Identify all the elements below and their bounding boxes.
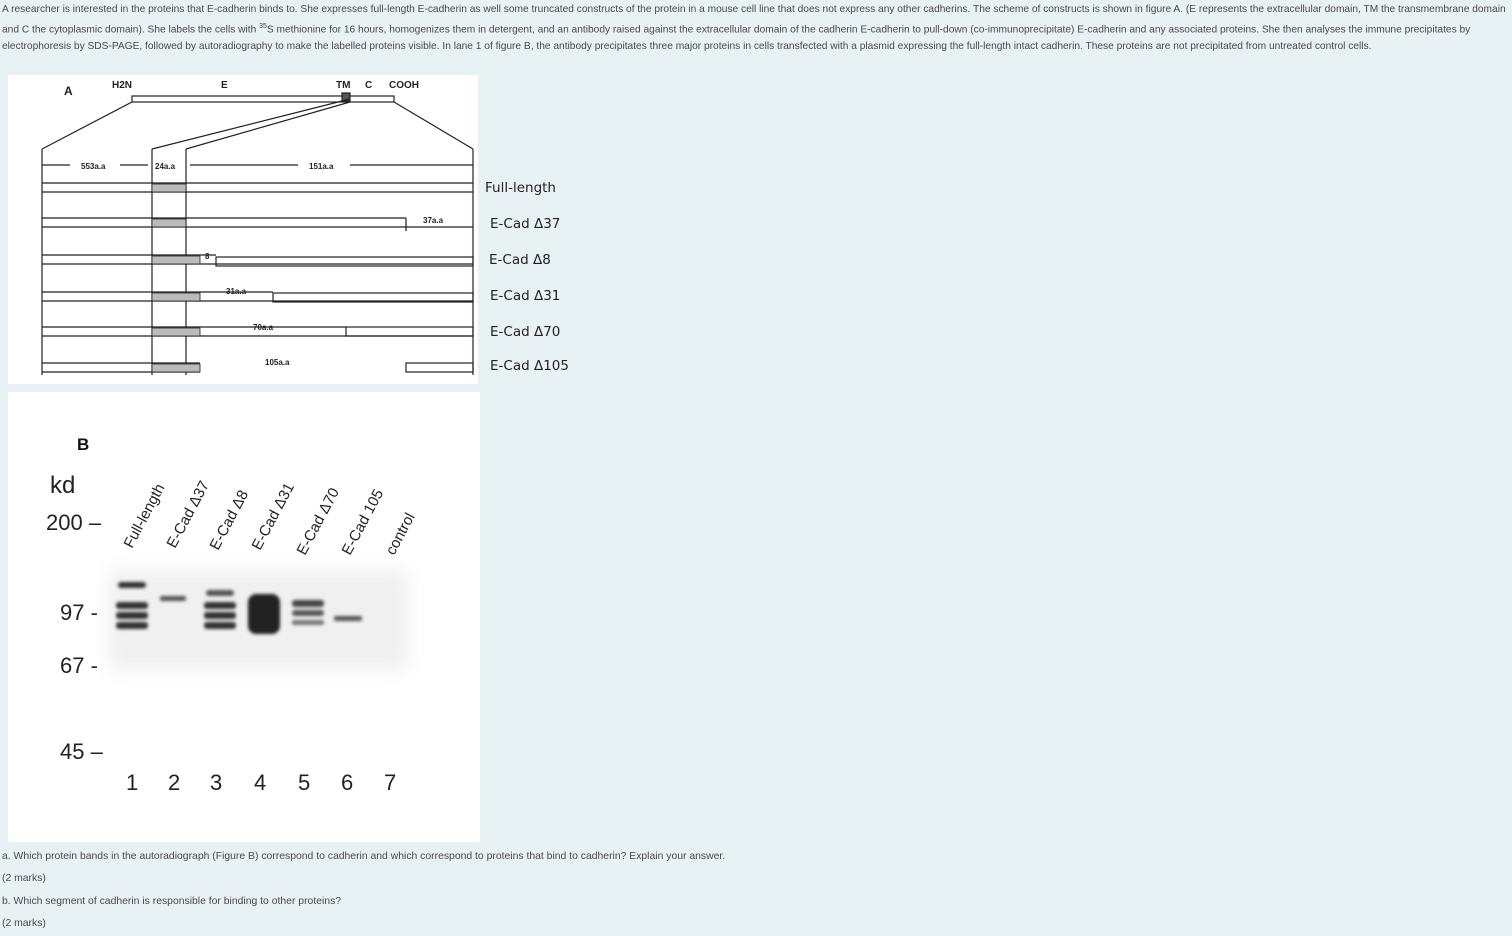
marker-45: 45 – xyxy=(60,739,103,764)
transmembrane-label: TM xyxy=(336,80,351,91)
lane-number-2: 2 xyxy=(168,770,181,795)
lane-number-5: 5 xyxy=(298,770,311,795)
kd-unit-label: kd xyxy=(50,472,76,499)
lane-label-delta37: E-Cad Δ37 xyxy=(163,478,213,551)
lane-number-3: 3 xyxy=(210,770,223,795)
gel-image xyxy=(8,392,480,842)
lane-label-delta8: E-Cad Δ8 xyxy=(206,487,253,553)
lane-label-control: control xyxy=(382,510,419,558)
band-lane1-top xyxy=(118,582,146,588)
c-terminus-label: COOH xyxy=(389,80,419,91)
lane-label-delta70: E-Cad Δ70 xyxy=(293,485,343,558)
band-lane2 xyxy=(160,596,186,601)
band-lane3-low xyxy=(204,622,236,629)
lane-number-6: 6 xyxy=(341,770,354,795)
n-terminus-label: H2N xyxy=(112,80,133,91)
figure-b-autoradiograph xyxy=(8,392,480,842)
figure-a-letter: A xyxy=(64,84,73,98)
construct-label-delta37: E-Cad Δ37 xyxy=(490,216,561,232)
construct-rows xyxy=(42,183,473,372)
deletion-105-label: 105a.a xyxy=(265,358,290,367)
extracellular-label: E xyxy=(221,80,228,91)
intro-paragraph xyxy=(2,2,1508,56)
band-lane1-mid1 xyxy=(116,602,148,609)
deletion-31-label: 31a.a xyxy=(226,287,247,296)
marker-67: 67 - xyxy=(60,653,98,678)
lane-number-7: 7 xyxy=(384,770,397,795)
lane-label-delta105: E-Cad 105 xyxy=(338,486,388,558)
intro-text: A researcher is interested in the proteins that E-cadherin binds to. She expresses full-length E-cadherin as well some truncated constructs of the protein in a mouse cell line that does not express any other cadherins. The scheme of constructs is shown in figure A. (E represents the extracellular domain, TM the transmembrane domain and C the cytoplasmic domain). She labels the cells with xyxy=(2,4,1506,36)
deletion-37-label: 37a.a xyxy=(423,216,444,225)
isotope-superscript: 35 xyxy=(259,22,267,30)
band-lane3-top xyxy=(206,590,234,596)
lane-label-delta31: E-Cad Δ31 xyxy=(248,480,298,553)
band-lane5-low xyxy=(292,620,324,625)
transmembrane-hatch-boxes xyxy=(152,184,200,372)
construct-label-delta31: E-Cad Δ31 xyxy=(490,288,561,304)
band-lane1-mid2 xyxy=(116,612,148,619)
segment-151-label: 151a.a xyxy=(309,162,334,171)
construct-label-full-length: Full-length xyxy=(485,180,556,196)
cytoplasmic-label: C xyxy=(365,80,373,91)
deletion-8-label: 8 xyxy=(205,252,210,261)
band-lane6 xyxy=(334,616,362,621)
deletion-70-label: 70a.a xyxy=(253,323,274,332)
band-lane3-mid2 xyxy=(204,612,236,619)
protein-overview-bar xyxy=(42,93,473,149)
figure-a-scheme xyxy=(8,75,478,384)
band-lane1-low xyxy=(116,622,148,629)
construct-scheme-diagram xyxy=(8,75,478,384)
band-lane3-mid1 xyxy=(204,602,236,609)
lane-number-4: 4 xyxy=(254,770,267,795)
construct-label-delta70: E-Cad Δ70 xyxy=(490,324,561,340)
marker-200: 200 – xyxy=(46,510,102,535)
segment-24-label: 24a.a xyxy=(155,162,176,171)
construct-label-delta8: E-Cad Δ8 xyxy=(489,252,551,268)
question-a-marks: (2 marks) xyxy=(2,873,46,884)
band-lane4-smear xyxy=(248,594,280,634)
question-b: b. Which segment of cadherin is responsible for binding to other proteins? xyxy=(2,896,342,907)
construct-label-delta105: E-Cad Δ105 xyxy=(490,358,569,374)
band-lane5-top xyxy=(292,600,324,607)
lane-label-full-length: Full-length xyxy=(120,481,169,551)
lane-number-1: 1 xyxy=(126,770,139,795)
question-b-marks: (2 marks) xyxy=(2,918,46,929)
figure-b-letter: B xyxy=(77,435,90,454)
intro-text-continued: S methionine for 16 hours, homogenizes them in detergent, and an antibody raised against the extracellular domain of the cadherin E-cadherin to pull-down (co-immunoprecipitate) E-cadherin and any associated proteins. She then analyses the immune precipitates by electrophoresis by SDS-PAGE, followed by autoradiography to make the labelled proteins visible. In lane 1 of figure B, the antibody precipitates three major proteins in cells transfected with a plasmid expressing the full-length intact cadherin. These proteins are not precipitated from untreated control cells. xyxy=(2,24,1471,52)
marker-97: 97 - xyxy=(60,600,98,625)
segment-553-label: 553a.a xyxy=(81,162,106,171)
band-lane5-mid xyxy=(292,610,324,616)
question-a: a. Which protein bands in the autoradiograph (Figure B) correspond to cadherin and which correspond to proteins that bind to cadherin? Explain your answer. xyxy=(2,851,726,862)
